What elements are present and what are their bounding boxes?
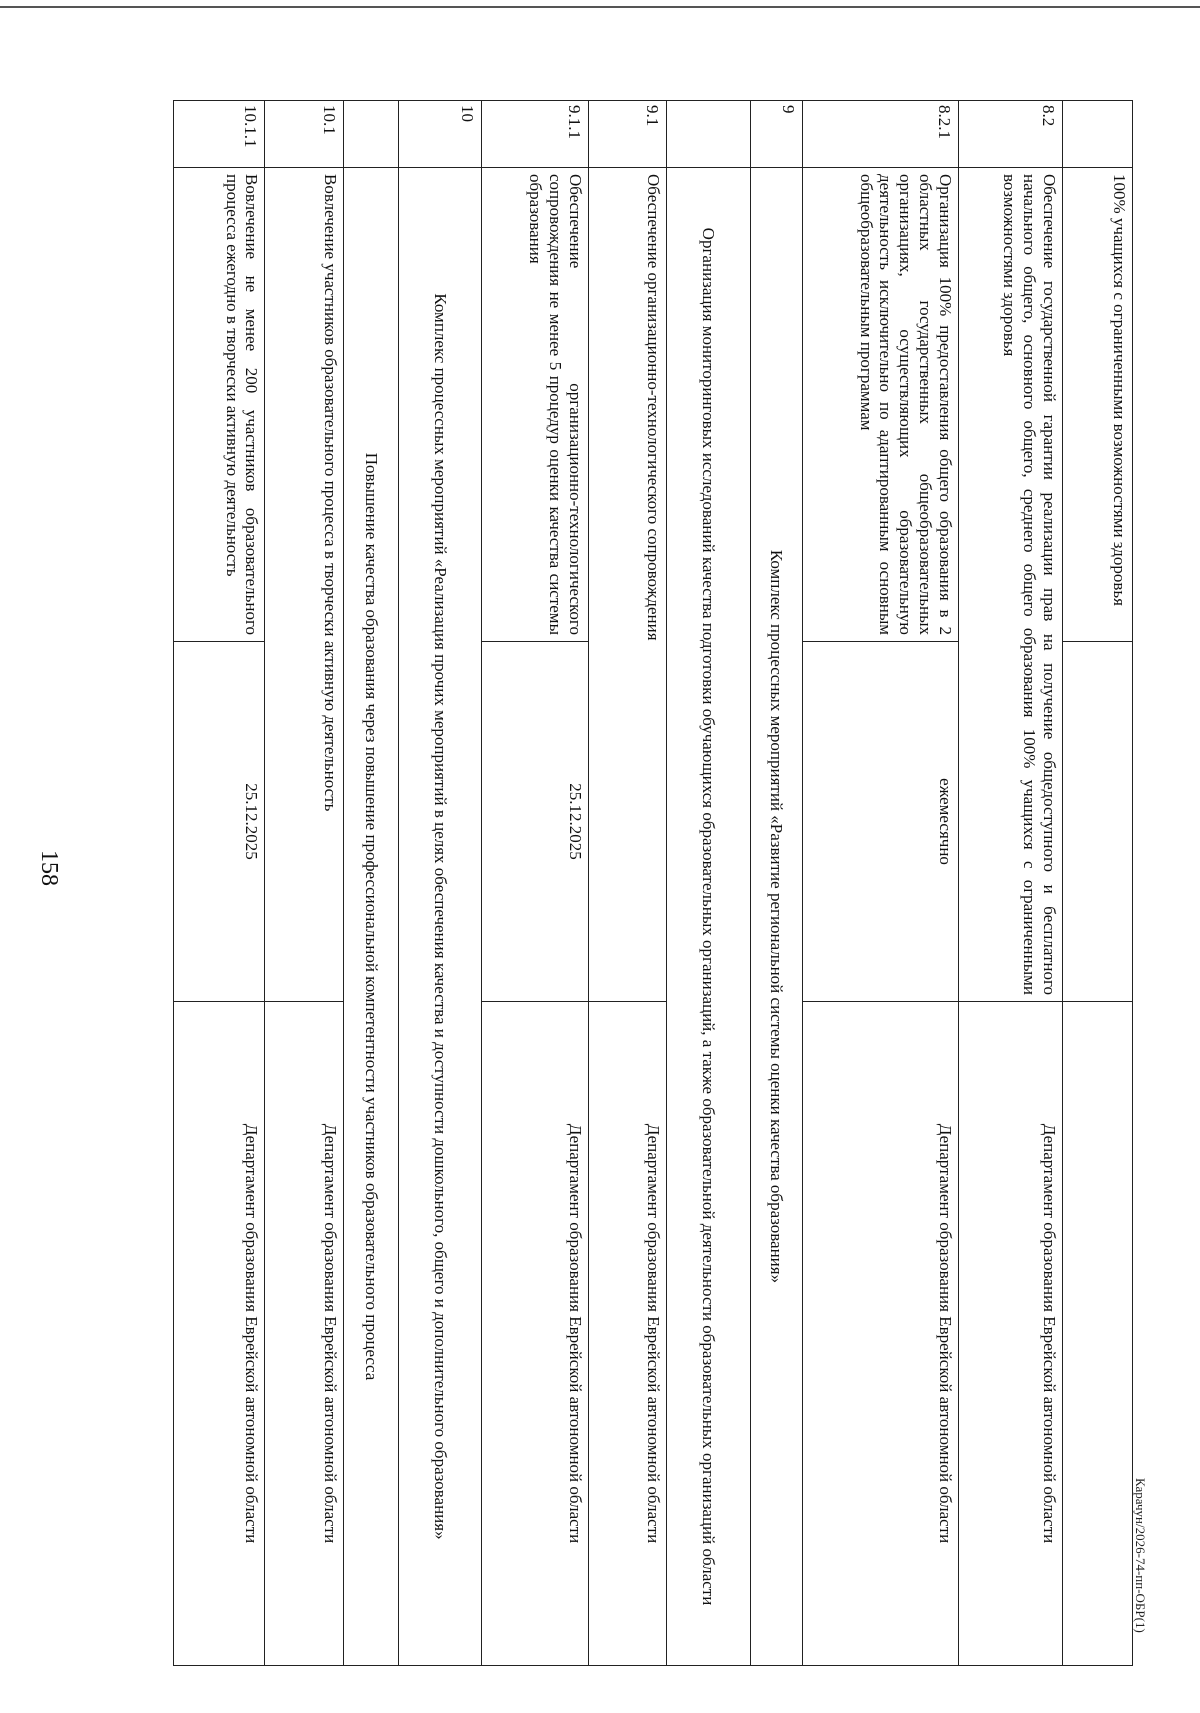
- row-number: 8.2.1: [802, 101, 958, 168]
- row-deadline: ежемесячно: [802, 642, 958, 1002]
- row-responsible: Департамент образования Еврейской автономной области: [174, 1002, 266, 1666]
- row-deadline: 25.12.2025: [481, 642, 588, 1002]
- table-row: [750, 101, 802, 1666]
- row-deadline: [1062, 642, 1132, 1002]
- row-text: Организация 100% предоставления общего образования в 2 областных государственных общеобразовательных организациях, осуществляющих образовательную деятельность исключительно по адаптированным основным общеобразовательным программам: [802, 168, 958, 642]
- row-responsible: [1062, 1002, 1132, 1666]
- table-row: [1062, 101, 1132, 1666]
- table-row: [265, 101, 343, 1666]
- row-number: [666, 101, 750, 168]
- row-text: Обеспечение организационно-технологического сопровождения: [588, 168, 666, 1002]
- row-text: Вовлечение не менее 200 участников образовательного процесса ежегодно в творчески активную деятельность: [174, 168, 266, 642]
- row-number: 9.1: [588, 101, 666, 168]
- row-number: 10.1: [265, 101, 343, 168]
- row-number: 9.1.1: [481, 101, 588, 168]
- table-row: [666, 101, 750, 1666]
- row-text: Обеспечение организационно-технологического сопровождения не менее 5 процедур оценки качества системы образования: [481, 168, 588, 642]
- table-row: [174, 101, 266, 1666]
- task-heading: Организация мониторинговых исследований качества подготовки обучающихся образовательных организаций, а также образовательной деятельности образовательных организаций области: [666, 168, 750, 1666]
- section-heading: Комплекс процессных мероприятий «Реализация прочих мероприятий в целях обеспечения качества и доступности дошкольного, общего и дополнительного образования»: [399, 168, 482, 1666]
- task-heading: Повышение качества образования через повышение профессиональной компетентности участников образовательного процесса: [343, 168, 399, 1666]
- row-number: 10.1.1: [174, 101, 266, 168]
- measures-table: [173, 100, 1133, 1666]
- table-row: [588, 101, 666, 1666]
- row-number: [1062, 101, 1132, 168]
- row-responsible: Департамент образования Еврейской автономной области: [481, 1002, 588, 1666]
- row-text: Обеспечение государственной гарантии реализации прав на получение общедоступного и бесплатного начального общего, основного общего, среднего общего образования 100% учащихся с ограниченными возможностями здоровья: [959, 168, 1063, 1002]
- row-number: 10: [399, 101, 482, 168]
- row-deadline: 25.12.2025: [174, 642, 266, 1002]
- page-number: 158: [36, 850, 62, 886]
- row-responsible: Департамент образования Еврейской автономной области: [265, 1002, 343, 1666]
- rotated-table-container: [173, 100, 1133, 1665]
- row-number: 9: [750, 101, 802, 168]
- row-text: 100% учащихся с ограниченными возможностями здоровья: [1062, 168, 1132, 642]
- section-heading: Комплекс процессных мероприятий «Развитие региональной системы оценки качества образования»: [750, 168, 802, 1666]
- top-rule: [0, 6, 1200, 8]
- table-row: [399, 101, 482, 1666]
- row-number: 8.2: [959, 101, 1063, 168]
- row-number: [343, 101, 399, 168]
- table-row: [802, 101, 958, 1666]
- row-responsible: Департамент образования Еврейской автономной области: [588, 1002, 666, 1666]
- row-responsible: Департамент образования Еврейской автономной области: [802, 1002, 958, 1666]
- row-text: Вовлечение участников образовательного процесса в творчески активную деятельность: [265, 168, 343, 1002]
- row-responsible: Департамент образования Еврейской автономной области: [959, 1002, 1063, 1666]
- table-row: [959, 101, 1063, 1666]
- table-row: [481, 101, 588, 1666]
- document-code: Карачун/2026-74-пп-ОБР(1): [1133, 1478, 1148, 1633]
- table-row: [343, 101, 399, 1666]
